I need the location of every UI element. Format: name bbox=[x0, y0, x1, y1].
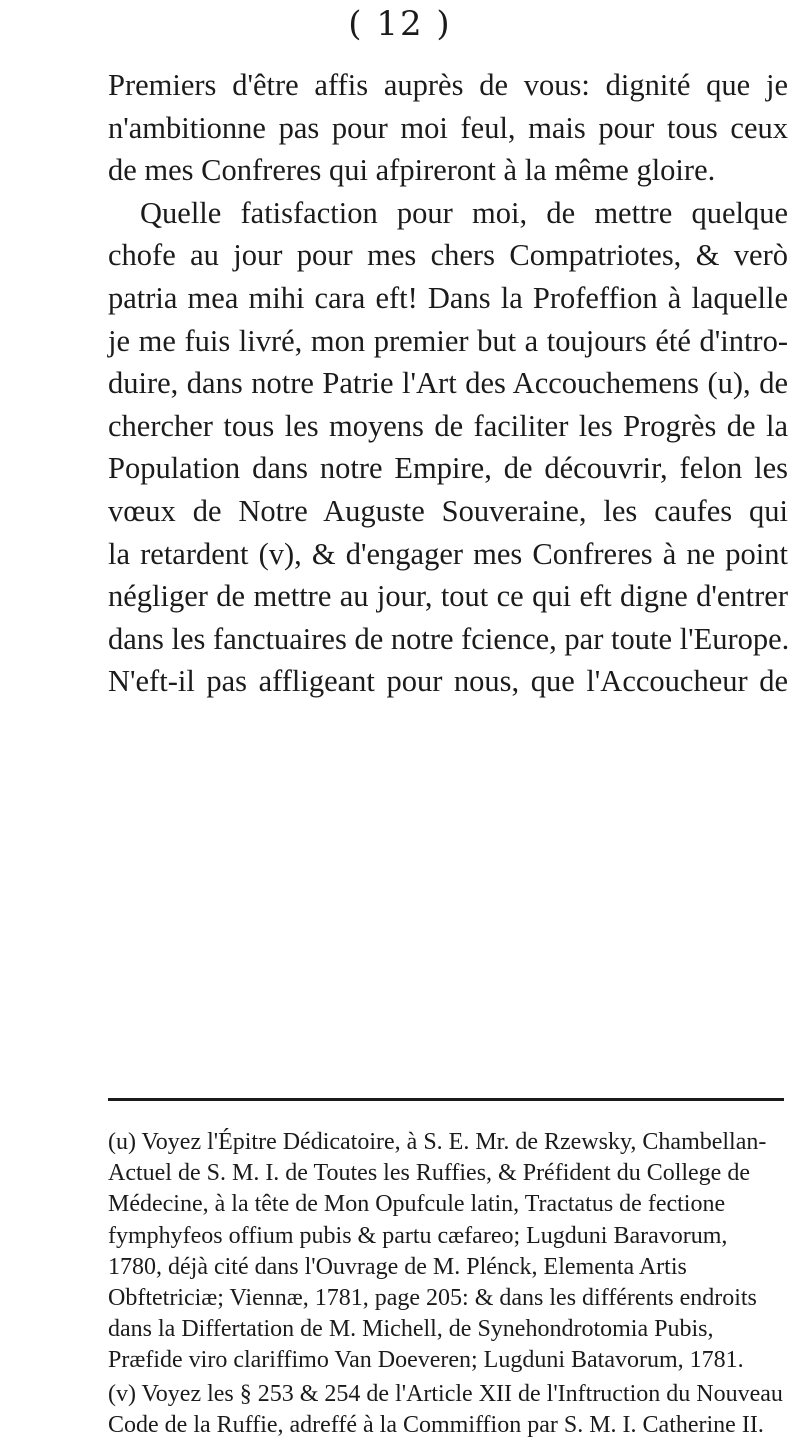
text-line: patria mea mihi cara eft! Dans la Profeffion à laquelle bbox=[108, 280, 788, 315]
text-line: duire, dans notre Patrie l'Art des Accouchemens (u), de bbox=[108, 366, 788, 401]
text-line: n'ambitionne pas pour moi feul, mais pour tous ceux bbox=[108, 110, 788, 145]
main-text bbox=[108, 64, 788, 703]
text-line: vœux de Notre Auguste Souveraine, les caufes qui bbox=[108, 493, 788, 528]
text-line: Population dans notre Empire, de découvrir, felon les bbox=[108, 451, 788, 486]
text-line: Premiers d'être affis auprès de vous: dignité que je bbox=[108, 68, 788, 102]
footnotes bbox=[108, 1127, 784, 1443]
footnote-v: (v) Voyez les § 253 & 254 de l'Article XII de l'Inftruction du Nouveau Code de la Ruffie, adreffé à la Commiffion par S. M. I. Catherine II. bbox=[108, 1380, 783, 1438]
page-number: ( 12 ) bbox=[348, 4, 452, 44]
text-line: de mes Confreres qui afpireront à la même gloire. bbox=[108, 153, 716, 188]
text-line: négliger de mettre au jour, tout ce qui eft digne d'entrer bbox=[108, 579, 788, 614]
text-line: N'eft-il pas affligeant pour nous, que l'Accoucheur de bbox=[108, 664, 788, 699]
text-line: chercher tous les moyens de faciliter les Progrès de la bbox=[108, 408, 788, 443]
text-line: la retardent (v), & d'engager mes Confreres à ne point bbox=[108, 536, 788, 571]
footnote-u: (u) Voyez l'Épitre Dédicatoire, à S. E. Mr. de Rzewsky, Chambellan-Actuel de S. M. I. de Toutes les Ruffies, & Préfident du College de Médecine, à la tête de Mon Opufcule latin, Tractatus de fectione fymphyfeos offium pubis & partu cæfareo; Lugduni Baravorum, 1780, déjà cité dans l'Ouvrage de M. Plénck, Elementa Artis Obftetriciæ; Viennæ, 1781, page 205: & dans les différents endroits dans la Differtation de M. Michell, de Synehondrotomia Pubis, Præfide viro clariffimo Van Doeveren; Lugduni Batavorum, 1781. bbox=[108, 1129, 767, 1374]
text-line: chofe au jour pour mes chers Compatriotes, & verò bbox=[108, 238, 788, 273]
text-line: Quelle fatisfaction pour moi, de mettre quelque bbox=[140, 195, 788, 230]
text-line: dans les fanctuaires de notre fcience, par toute l'Europe. bbox=[108, 621, 790, 656]
footnote-divider bbox=[108, 1098, 784, 1101]
text-line: je me fuis livré, mon premier but a toujours été d'intro- bbox=[108, 323, 788, 358]
